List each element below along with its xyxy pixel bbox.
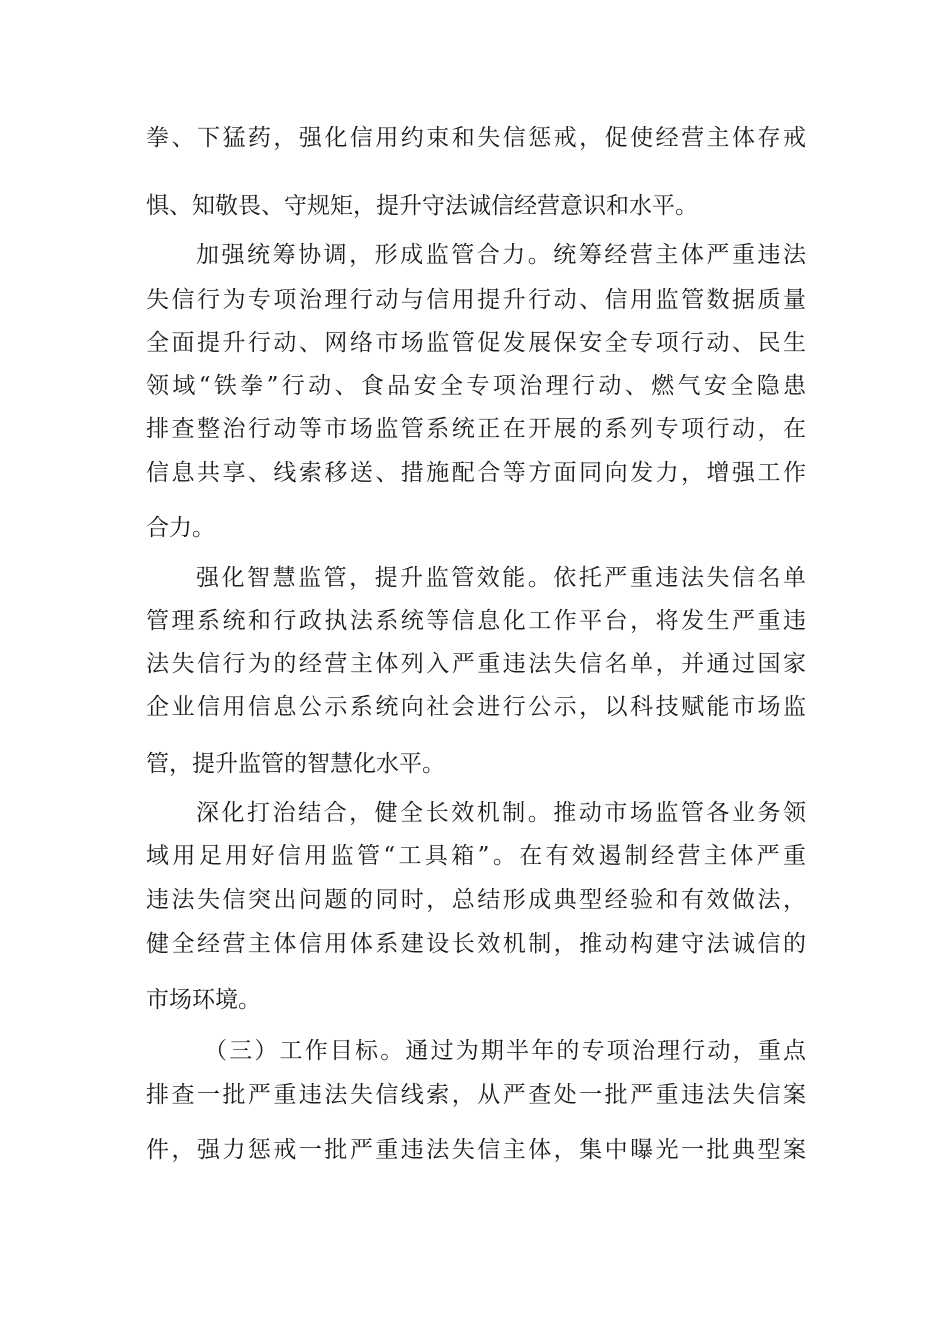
text-line: 排查整治行动等市场监管系统正在开展的系列专项行动，在 [146,416,806,442]
text-line: 领域“铁拳”行动、食品安全专项治理行动、燃气安全隐患 [146,373,806,399]
text-line: 信息共享、线索移送、措施配合等方面同向发力，增强工作 [146,460,806,486]
text-line: 违法失信突出问题的同时，总结形成典型经验和有效做法， [146,887,806,913]
text-line: 域用足用好信用监管“工具箱”。在有效遏制经营主体严重 [146,843,806,869]
text-line: 件，强力惩戒一批严重违法失信主体，集中曝光一批典型案 [146,1137,806,1163]
paragraph-start-line: （三）工作目标。通过为期半年的专项治理行动，重点 [204,1038,806,1064]
paragraph-start-line: 强化智慧监管，提升监管效能。依托严重违法失信名单 [196,565,806,591]
text-line: 合力。 [146,515,215,541]
text-line: 管理系统和行政执法系统等信息化工作平台，将发生严重违 [146,608,806,634]
text-line: 市场环境。 [146,987,261,1013]
text-line: 排查一批严重违法失信线索，从严查处一批严重违法失信案 [146,1082,806,1108]
text-line: 法失信行为的经营主体列入严重违法失信名单，并通过国家 [146,651,806,677]
text-line: 失信行为专项治理行动与信用提升行动、信用监管数据质量 [146,287,806,313]
text-line: 惧、知敬畏、守规矩，提升守法诚信经营意识和水平。 [146,193,698,219]
text-line: 拳、下猛药，强化信用约束和失信惩戒，促使经营主体存戒 [146,125,806,151]
text-line: 健全经营主体信用体系建设长效机制，推动构建守法诚信的 [146,931,806,957]
text-line: 企业信用信息公示系统向社会进行公示，以科技赋能市场监 [146,694,806,720]
text-line: 全面提升行动、网络市场监管促发展保安全专项行动、民生 [146,330,806,356]
paragraph-start-line: 深化打治结合，健全长效机制。推动市场监管各业务领 [196,800,806,826]
paragraph-start-line: 加强统筹协调，形成监管合力。统筹经营主体严重违法 [196,242,806,268]
text-line: 管，提升监管的智慧化水平。 [146,751,445,777]
